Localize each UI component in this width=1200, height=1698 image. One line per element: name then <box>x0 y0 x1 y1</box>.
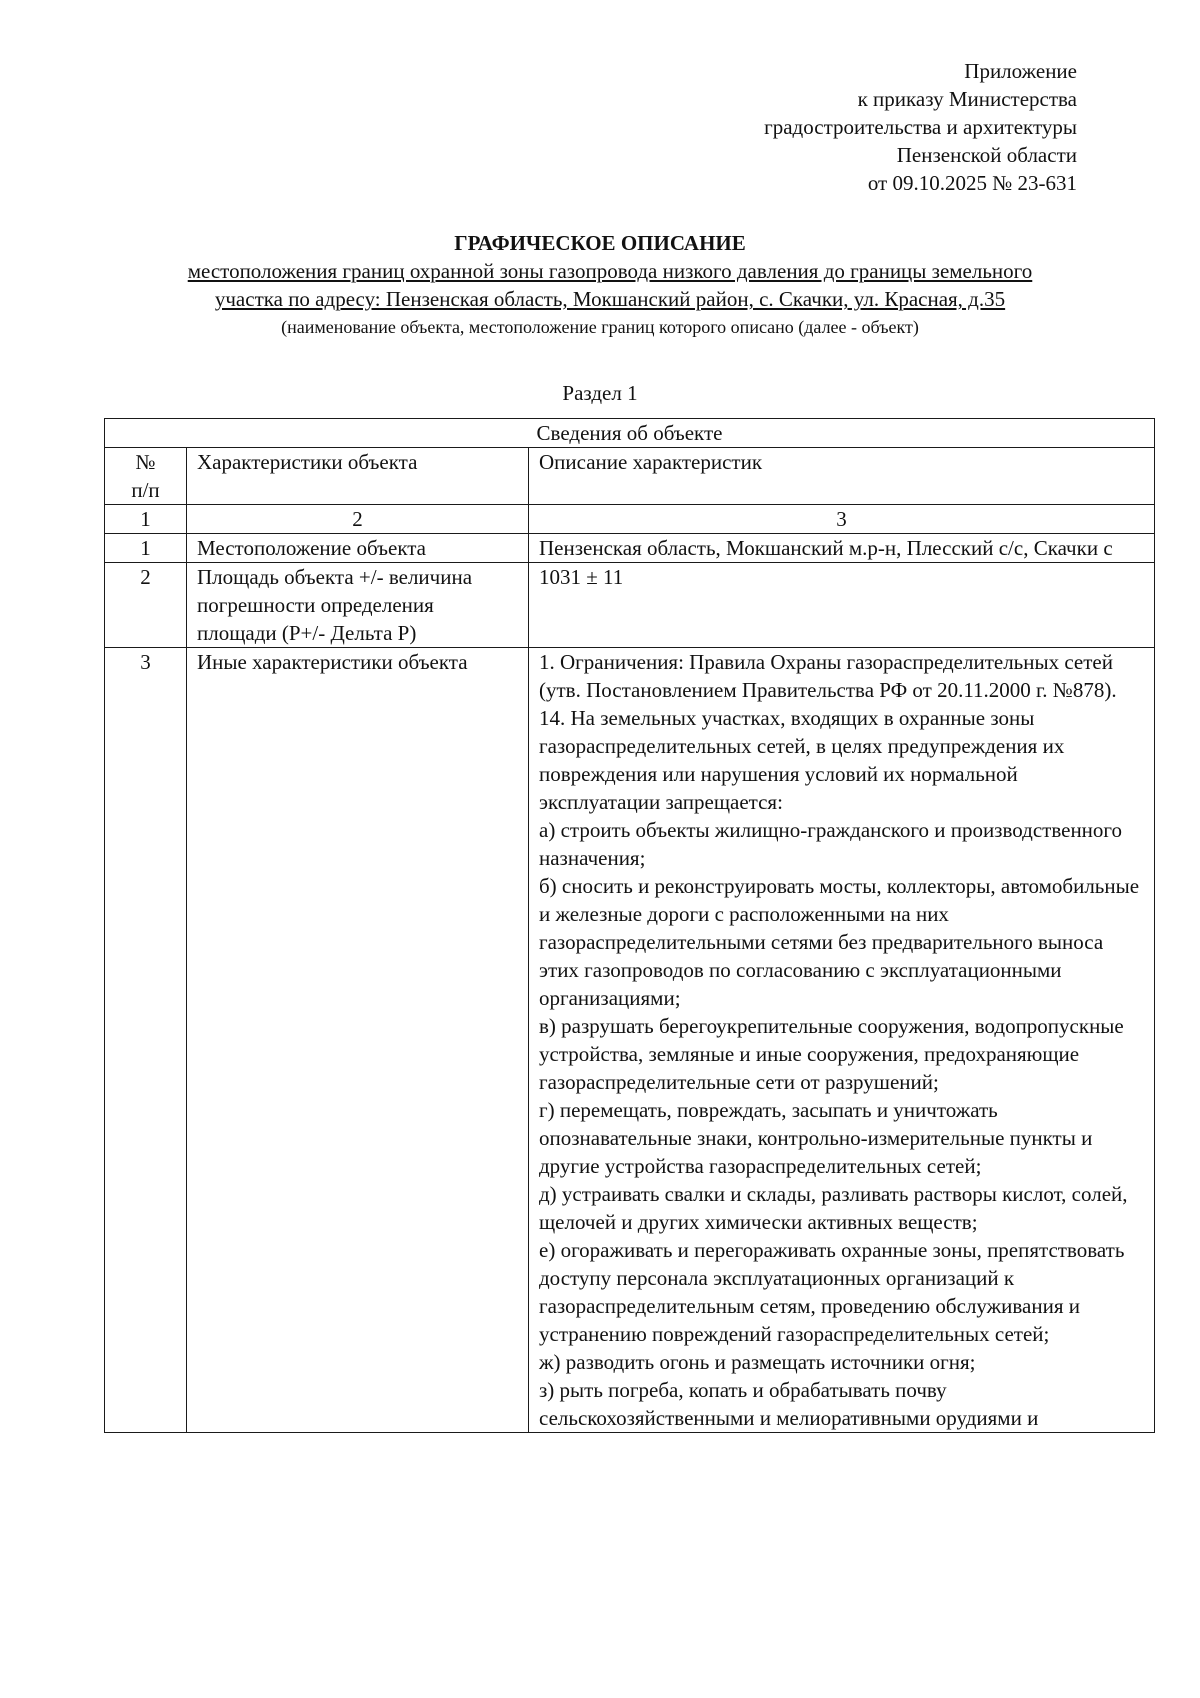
row-num: 1 <box>105 534 187 563</box>
row-characteristic: Иные характеристики объекта <box>187 648 529 1433</box>
restriction-paragraph: б) сносить и реконструировать мосты, коллекторы, автомобильные и железные дороги с расположенными на них газораспределительными сетями без предварительного выноса этих газопроводов по согласованию с эксплуатационными организациями; <box>539 874 1140 1010</box>
row-characteristic: Местоположение объекта <box>187 534 529 563</box>
restriction-paragraph: 1. Ограничения: Правила Охраны газораспределительных сетей (утв. Постановлением Правительства РФ от 20.11.2000 г. №878). <box>539 650 1117 702</box>
section-heading: Раздел 1 <box>562 381 638 405</box>
restriction-paragraph: в) разрушать берегоукрепительные сооружения, водопропускные устройства, земляные и иные сооружения, предохраняющие газораспределительные сети от разрушений; <box>539 1014 1124 1094</box>
row-description: 1031 ± 11 <box>529 563 1155 648</box>
table-header-row <box>105 448 1155 505</box>
restriction-paragraph: 14. На земельных участках, входящих в охранные зоны газораспределительных сетей, в целях предупреждения их повреждения или нарушения условий их нормальной эксплуатации запрещается: <box>539 706 1065 814</box>
document-subtitle <box>120 257 1100 313</box>
row-num: 3 <box>105 648 187 1433</box>
table-caption-row <box>105 419 1155 448</box>
subtitle-line: участка по адресу: Пензенская область, Мокшанский район, с. Скачки, ул. Красная, д.35 <box>214 287 1006 311</box>
subtitle-line: местоположения границ охранной зоны газопровода низкого давления до границы земельного <box>187 259 1033 283</box>
table-row <box>105 648 1155 1433</box>
object-info-table <box>104 418 1155 1433</box>
appendix-line: к приказу Министерства <box>857 87 1077 111</box>
column-number: 1 <box>105 505 187 534</box>
table-row <box>105 563 1155 648</box>
appendix-line: градостроительства и архитектуры <box>764 115 1077 139</box>
row-description <box>529 648 1155 1433</box>
restriction-paragraph: а) строить объекты жилищно-гражданского и производственного назначения; <box>539 818 1123 870</box>
column-numbers-row <box>105 505 1155 534</box>
header-description: Описание характеристик <box>529 448 1155 505</box>
appendix-line: Пензенской области <box>896 143 1077 167</box>
restriction-paragraph: з) рыть погреба, копать и обрабатывать почву сельскохозяйственными и мелиоративными орудиями и <box>539 1378 1039 1430</box>
appendix-line: Приложение <box>964 59 1077 83</box>
header-characteristics: Характеристики объекта <box>187 448 529 505</box>
table-row <box>105 534 1155 563</box>
row-description: Пензенская область, Мокшанский м.р-н, Плесский с/с, Скачки с <box>529 534 1155 563</box>
column-number: 2 <box>187 505 529 534</box>
document-note: (наименование объекта, местоположение границ которого описано (далее - объект) <box>281 317 919 337</box>
table-caption: Сведения об объекте <box>105 419 1155 448</box>
row-num: 2 <box>105 563 187 648</box>
appendix-block <box>764 57 1077 197</box>
document-title: ГРАФИЧЕСКОЕ ОПИСАНИЕ <box>454 231 746 255</box>
restriction-paragraph: г) перемещать, повреждать, засыпать и уничтожать опознавательные знаки, контрольно-измерительные пункты и другие устройства газораспределительных сетей; <box>539 1098 1093 1178</box>
restriction-paragraph: ж) разводить огонь и размещать источники огня; <box>539 1350 976 1374</box>
header-num: № п/п <box>105 448 187 505</box>
restriction-paragraph: е) огораживать и перегораживать охранные зоны, препятствовать доступу персонала эксплуатационных организаций к газораспределительным сетям, проведению обслуживания и устранению повреждений газораспределительных сетей; <box>539 1238 1125 1346</box>
restriction-paragraph: д) устраивать свалки и склады, разливать растворы кислот, солей, щелочей и других химически активных веществ; <box>539 1182 1128 1234</box>
row-characteristic: Площадь объекта +/- величина погрешности определения площади (Р+/- Дельта Р) <box>187 563 529 648</box>
appendix-order-date: от 09.10.2025 № 23-631 <box>867 171 1077 195</box>
column-number: 3 <box>529 505 1155 534</box>
